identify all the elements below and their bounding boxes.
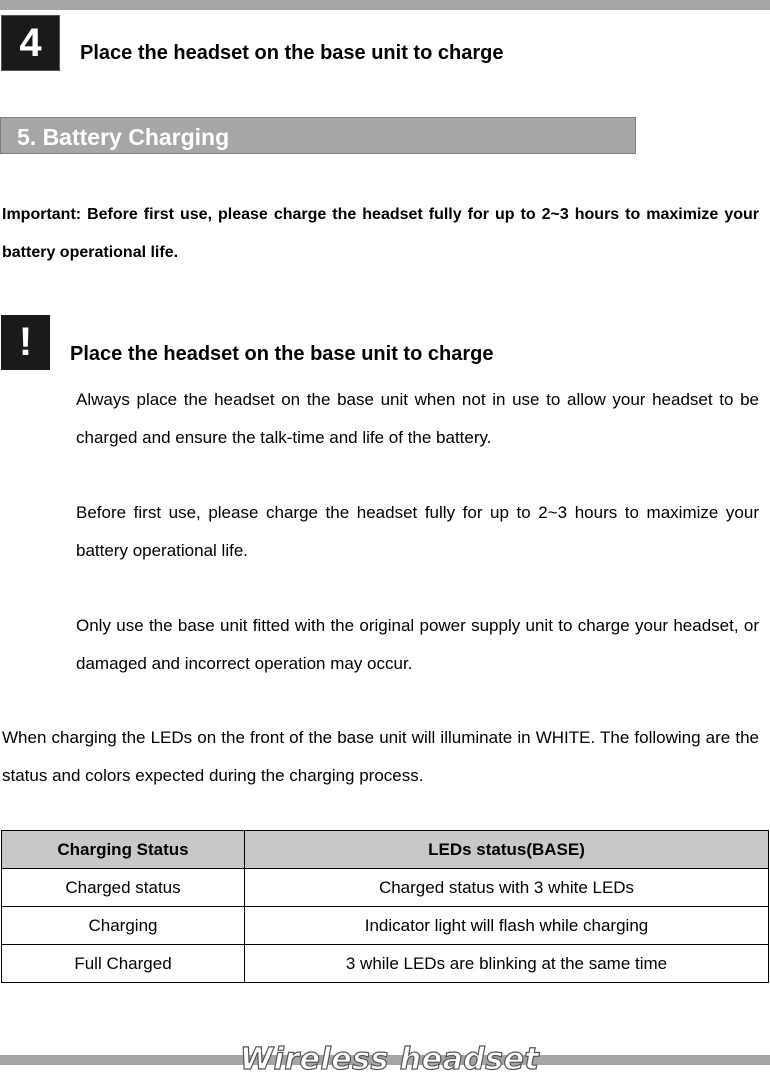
charging-led-note: When charging the LEDs on the front of the base unit will illuminate in WHITE. The following are the status and colors expected during the charging process. — [2, 728, 759, 785]
section-title: 5. Battery Charging — [17, 124, 230, 150]
charging-status-table — [1, 830, 769, 983]
top-divider-bar — [0, 0, 770, 10]
notice-paragraph: Before first use, please charge the headset fully for up to 2~3 hours to maximize your battery operational life. — [76, 503, 759, 560]
notice-paragraph: Only use the base unit fitted with the original power supply unit to charge your headset, or damaged and incorrect operation may occur. — [76, 616, 759, 673]
table-row — [2, 945, 769, 983]
table-cell: Full Charged — [2, 945, 245, 983]
notice-title: Place the headset on the base unit to charge — [70, 343, 494, 365]
table-row — [2, 907, 769, 945]
section-header-bar — [0, 117, 636, 154]
table-cell: Indicator light will flash while charging — [245, 907, 769, 945]
table-cell: 3 while LEDs are blinking at the same time — [245, 945, 769, 983]
footer-logo: Wireless headset — [240, 1042, 540, 1077]
table-cell: Charging — [2, 907, 245, 945]
column-header: Charging Status — [2, 831, 245, 869]
notice-paragraph: Always place the headset on the base unit when not in use to allow your headset to be charged and ensure the talk-time and life of the battery. — [76, 390, 759, 447]
table-cell: Charged status — [2, 869, 245, 907]
important-note: Important: Before first use, please charge the headset fully for up to 2~3 hours to maximize your battery operational life. — [2, 206, 759, 261]
table-header-row — [2, 831, 769, 869]
table-row — [2, 869, 769, 907]
step-number-badge: 4 — [1, 15, 60, 71]
column-header: LEDs status(BASE) — [245, 831, 769, 869]
step-title: Place the headset on the base unit to charge — [80, 42, 504, 64]
exclamation-icon: ! — [1, 315, 50, 370]
table-cell: Charged status with 3 white LEDs — [245, 869, 769, 907]
